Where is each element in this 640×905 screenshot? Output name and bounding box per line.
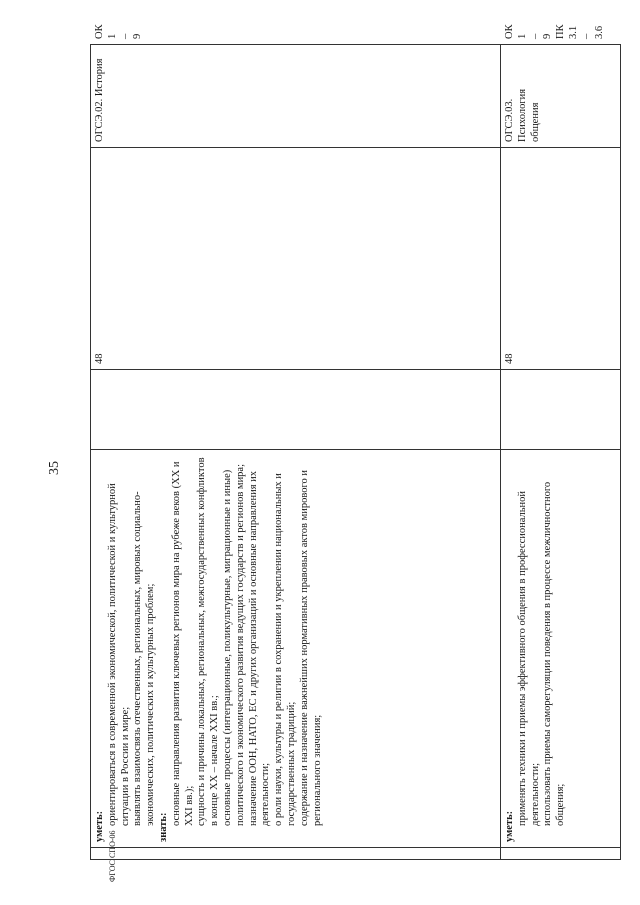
table-row: уметь: ориентироваться в современной экономической, политической и культурной ситуации в России и мире; выявлять взаимосвязь отечественных, региональных, мировых социально-экономических, политических и культурных проблем; знать: основные направления развития ключевых регионов мира на рубеже веков (XX и XXI вв.); сущность и причины локальных, региональных, межгосударственных конфликтов в конце XX – начале XXI вв.; основные процессы (интеграционные, поликультурные, миграционные и иные) политического и экономического развития ведущих государств и регионов мира; назначение ООН, НАТО, ЕС и других организаций и основные направления их деятельности; о роли науки, культуры и религии в сохранении и укреплении национальных и государственных традиций; содержание и назначение важнейших нормативных правовых актов мирового и регионального значения; 48 ОГСЭ.02. История ОК 1 – 9 — [91, 45, 501, 860]
hours-cell: 48 — [91, 148, 501, 370]
blank-cell — [91, 848, 501, 860]
hours-cell: 48 — [501, 148, 621, 370]
discipline-cell: ОГСЭ.02. История — [91, 45, 501, 148]
hours-blank-cell — [91, 370, 501, 450]
discipline-cell: ОГСЭ.03. Психология общения — [501, 45, 621, 148]
hours-blank-cell — [501, 370, 621, 450]
content-cell — [501, 450, 621, 848]
curriculum-table — [90, 24, 621, 860]
blank-cell — [501, 848, 621, 860]
list-item: выявлять взаимосвязь отечественных, региональных, мировых социально-экономических, политических и культурных проблем; — [132, 491, 157, 826]
content-cell — [91, 450, 501, 848]
curriculum-table-rotated — [90, 24, 620, 860]
list-item: основные направления развития ключевых регионов мира на рубеже веков (XX и XXI вв.); — [170, 461, 195, 826]
list-item: о роли науки, культуры и религии в сохранении и укреплении национальных и государственных традиций; — [273, 473, 297, 826]
table-row: уметь: применять техники и приемы эффективного общения в профессиональной деятельности; использовать приемы саморегуляции поведения в процессе межличностного общения; 48 ОГСЭ.03. Психология общения ОК 1 – 9 ПК 3.1 – 3.6 — [501, 45, 621, 860]
know-label: знать: — [157, 812, 169, 842]
list-item: назначение ООН, НАТО, ЕС и других организаций и основные направления их деятельности; — [247, 470, 272, 826]
footer-code: ФГОС СПО-06 — [108, 830, 117, 882]
list-item: ориентироваться в современной экономической, политической и культурной ситуации в России и мире; — [106, 483, 131, 826]
page-number: 35 — [47, 461, 62, 475]
list-item: использовать приемы саморегуляции поведения в процессе межличностного общения; — [542, 481, 567, 826]
list-item: сущность и причины локальных, региональных, межгосударственных конфликтов в конце XX – начале XXI вв.; — [196, 457, 221, 826]
list-item: применять техники и приемы эффективного общения в профессиональной деятельности; — [516, 490, 541, 826]
list-item: основные процессы (интеграционные, поликультурные, миграционные и иные) политического и экономического развития ведущих государств и регионов мира; — [221, 463, 246, 826]
skills-label: уметь: — [504, 810, 515, 842]
skills-label: уметь: — [94, 810, 105, 842]
list-item: содержание и назначение важнейших нормативных правовых актов мирового и регионального значения; — [298, 469, 323, 826]
